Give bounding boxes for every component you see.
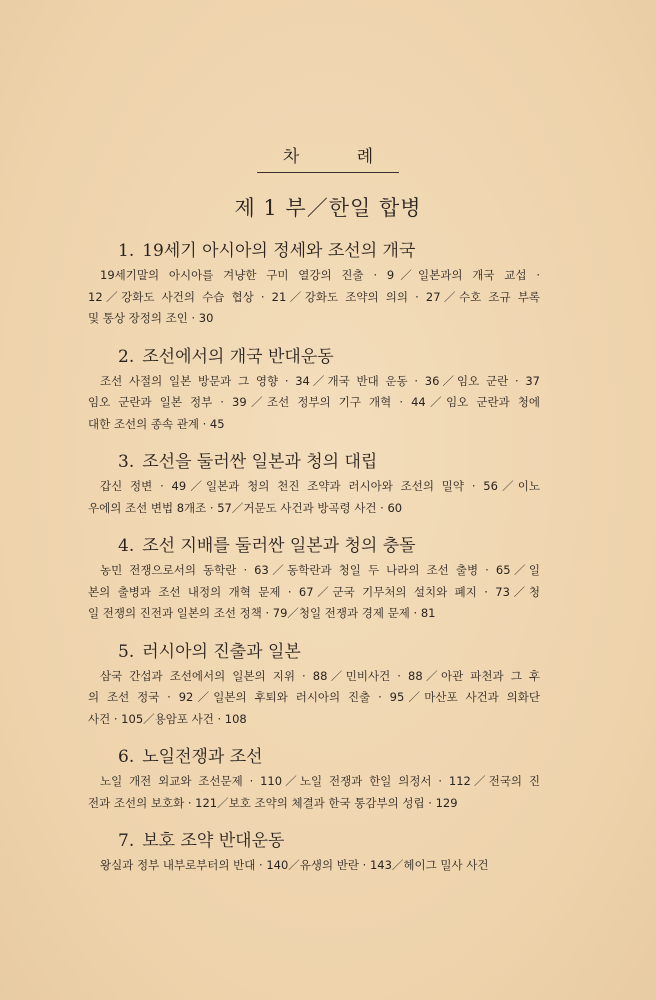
entry-line: 조선 사절의 일본 방문과 그 영향 · 34／개국 반대 운동 · 36／임오 군란 · 37: [100, 373, 540, 388]
chapter-title-text: 19세기 아시아의 정세와 조선의 개국: [142, 241, 416, 261]
chapter-5: [88, 638, 540, 731]
entry-line: 노일 개전 외교와 조선문제 · 110／노일 전쟁과 한일 의정서 · 112／전국의 진: [100, 774, 540, 788]
page-heading: [0, 142, 656, 173]
entry-line: 우에의 조선 변법 8개조 · 57／거문도 사건과 방곡령 사건 · 60: [88, 500, 403, 515]
entry-line: 의 조선 정국 · 92／일본의 후퇴와 러시아의 진출 · 95／마산포 사건과 의화단: [88, 690, 540, 704]
chapter-number: 6.: [118, 747, 135, 767]
table-of-contents: [88, 237, 540, 890]
entry-line: 및 통상 장정의 조인 · 30: [88, 311, 214, 325]
chapter-entries: [88, 855, 540, 877]
chapter-number: 5.: [118, 641, 135, 662]
entry-line: 본의 출병과 조선 내정의 개혁 문제 · 67／군국 기무처의 설치와 폐지 · 73／청: [88, 584, 540, 599]
entry-line: 대한 조선의 종속 관계 · 45: [88, 416, 225, 431]
chapter-title[interactable]: [118, 827, 540, 855]
page-heading-text: 차 례: [257, 142, 399, 173]
chapter-title[interactable]: [118, 448, 540, 476]
chapter-title-text: 조선을 둘러싼 일본과 청의 대립: [142, 452, 378, 472]
chapter-title-text: 러시아의 진출과 일본: [142, 641, 301, 662]
chapter-title-text: 조선 지배를 둘러싼 일본과 청의 충돌: [142, 536, 416, 556]
entry-line: 일 전쟁의 진전과 일본의 조선 정책 · 79／청일 전쟁과 경제 문제 · 81: [88, 606, 436, 620]
entry-line: 삼국 간섭과 조선에서의 일본의 지위 · 88／민비사건 · 88／아관 파천과 그 후: [100, 668, 540, 683]
chapter-entries: [88, 771, 540, 814]
chapter-2: [88, 343, 540, 436]
chapter-entries: [88, 371, 540, 436]
chapter-title[interactable]: [118, 237, 540, 265]
chapter-7: [88, 827, 540, 877]
entry-line: 전과 조선의 보호화 · 121／보호 조약의 체결과 한국 통감부의 성립 · 129: [88, 795, 458, 810]
chapter-number: 1.: [118, 241, 135, 261]
chapter-number: 4.: [118, 536, 135, 556]
chapter-entries: [88, 560, 540, 625]
entry-line: 농민 전쟁으로서의 동학란 · 63／동학란과 청일 두 나라의 조선 출병 · 65／일: [100, 563, 540, 577]
chapter-6: [88, 743, 540, 814]
entry-line: 갑신 정변 · 49／일본과 청의 천진 조약과 러시아와 조선의 밀약 · 56／이노: [100, 479, 540, 493]
chapter-title-text: 보호 조약 반대운동: [142, 831, 285, 851]
entry-line: 사건 · 105／용암포 사건 · 108: [88, 711, 247, 726]
chapter-number: 7.: [118, 831, 135, 851]
chapter-title-text: 조선에서의 개국 반대운동: [142, 346, 334, 367]
chapter-number: 2.: [118, 346, 135, 367]
chapter-number: 3.: [118, 452, 135, 472]
chapter-1: [88, 237, 540, 330]
entry-line: 임오 군란과 일본 정부 · 39／조선 정부의 기구 개혁 · 44／임오 군란과 청에: [88, 395, 540, 409]
chapter-title[interactable]: [118, 743, 540, 771]
chapter-entries: [88, 666, 540, 731]
chapter-3: [88, 448, 540, 519]
chapter-title-text: 노일전쟁과 조선: [142, 747, 263, 767]
entry-line: 왕실과 정부 내부로부터의 반대 · 140／유생의 반란 · 143／헤이그 밀사 사건: [100, 858, 489, 872]
entry-line: 19세기말의 아시아를 겨냥한 구미 열강의 진출 · 9／일본과의 개국 교섭 ·: [100, 268, 540, 282]
chapter-4: [88, 532, 540, 625]
part-title: 제 1 부／한일 합병: [234, 196, 422, 220]
chapter-entries: [88, 476, 540, 519]
entry-line: 12／강화도 사건의 수습 협상 · 21／강화도 조약의 의의 · 27／수호 조규 부록: [88, 289, 540, 304]
chapter-title[interactable]: [118, 343, 540, 371]
chapter-entries: [88, 265, 540, 330]
chapter-title[interactable]: [118, 532, 540, 560]
chapter-title[interactable]: [118, 638, 540, 666]
